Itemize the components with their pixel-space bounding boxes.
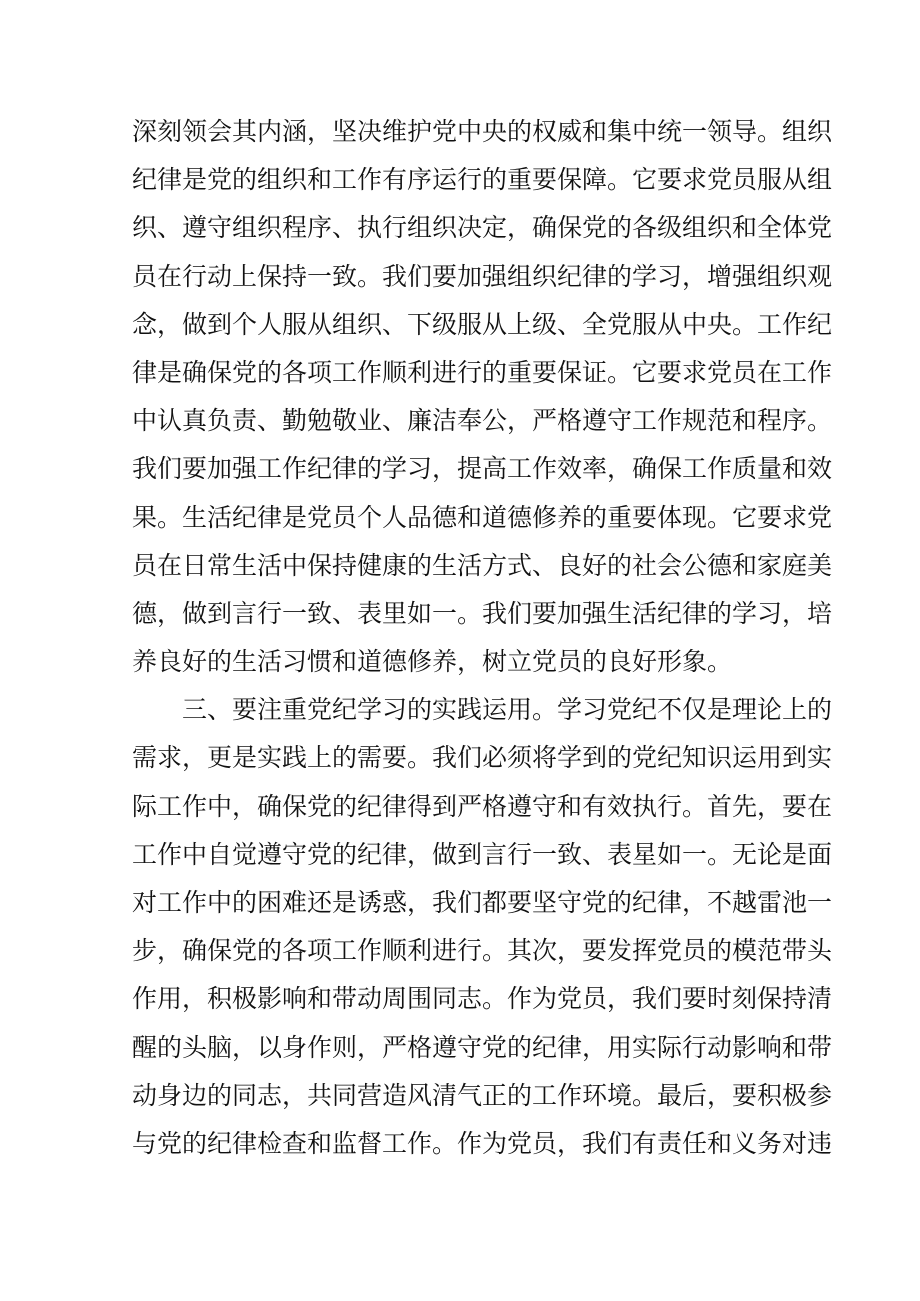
text-line: 动身边的同志，共同营造风清气正的工作环境。最后，要积极参 (132, 1080, 833, 1110)
body-text (132, 108, 833, 1168)
text-line: 醒的头脑，以身作则，严格遵守党的纪律，用实际行动影响和带 (132, 1032, 833, 1062)
text-line: 果。生活纪律是党员个人品德和道德修养的重要体现。它要求党 (132, 502, 833, 532)
text-line: 与党的纪律检查和监督工作。作为党员，我们有责任和义务对违 (132, 1128, 833, 1158)
text-line: 纪律是党的组织和工作有序运行的重要保障。它要求党员服从组 (132, 165, 833, 195)
text-line: 中认真负责、勤勉敬业、廉洁奉公，严格遵守工作规范和程序。 (132, 406, 833, 436)
text-line: 员在日常生活中保持健康的生活方式、良好的社会公德和家庭美 (132, 550, 833, 580)
text-line: 我们要加强工作纪律的学习，提高工作效率，确保工作质量和效 (132, 454, 833, 484)
text-line: 律是确保党的各项工作顺利进行的重要保证。它要求党员在工作 (132, 357, 833, 387)
text-line: 际工作中，确保党的纪律得到严格遵守和有效执行。首先，要在 (132, 791, 833, 821)
text-line: 德，做到言行一致、表里如一。我们要加强生活纪律的学习，培 (132, 598, 833, 628)
text-line: 步，确保党的各项工作顺利进行。其次，要发挥党员的模范带头 (132, 936, 833, 966)
text-line: 需求，更是实践上的需要。我们必须将学到的党纪知识运用到实 (132, 743, 833, 773)
paragraph-start-line: 三、要注重党纪学习的实践运用。学习党纪不仅是理论上的 (132, 695, 833, 725)
text-line: 织、遵守组织程序、执行组织决定，确保党的各级组织和全体党 (132, 213, 833, 243)
text-line: 念，做到个人服从组织、下级服从上级、全党服从中央。工作纪 (132, 309, 833, 339)
text-line: 对工作中的困难还是诱惑，我们都要坚守党的纪律，不越雷池一 (132, 888, 833, 917)
text-line: 深刻领会其内涵，坚决维护党中央的权威和集中统一领导。组织 (132, 117, 833, 146)
text-line: 作用，积极影响和带动周围同志。作为党员，我们要时刻保持清 (132, 984, 833, 1014)
text-line: 工作中自觉遵守党的纪律，做到言行一致、表星如一。无论是面 (132, 839, 833, 869)
text-line: 养良好的生活习惯和道德修养，树立党员的良好形象。 (132, 647, 733, 677)
text-line: 员在行动上保持一致。我们要加强组织纪律的学习，增强组织观 (132, 261, 833, 291)
